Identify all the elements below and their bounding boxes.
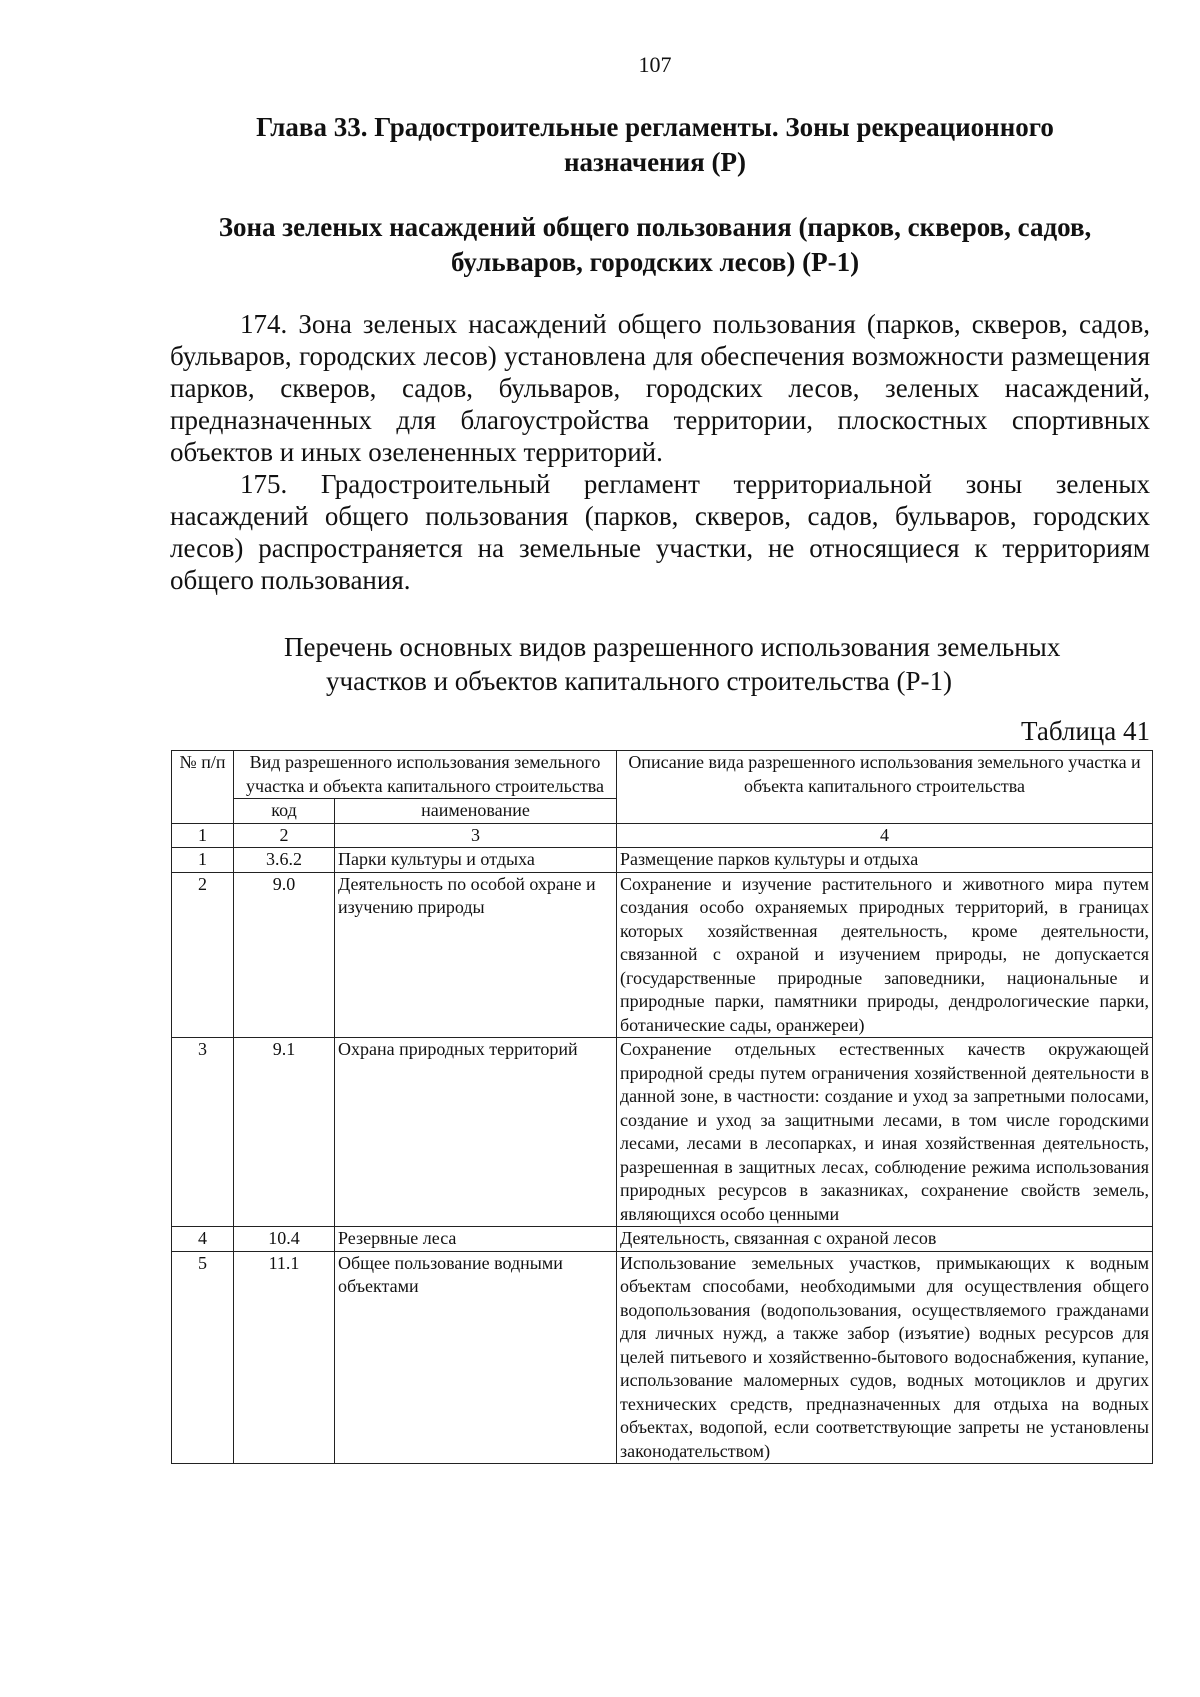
header-name: наименование [335, 799, 617, 824]
table-label: Таблица 41 [1021, 716, 1150, 746]
row-name: Резервные леса [335, 1227, 617, 1252]
row-description: Использование земельных участков, примыкающих к водным объектам способами, необходимыми для осуществления общего водопользования (водопользования, осуществляемого гражданами для личных нужд, а также забор (изъятие) водных ресурсов для целей питьевого и хозяйственно-бытового водоснабжения, купание, использование маломерных судов, водных мотоциклов и других технических средств, предназначенных для отдыха на водных объектах, водопой, если соответствующие запреты не установлены законодательством) [617, 1251, 1153, 1464]
column-numbers-row [172, 823, 1153, 848]
row-num: 3 [172, 1038, 234, 1227]
table-row [172, 1251, 1153, 1464]
row-code: 3.6.2 [234, 848, 335, 873]
row-name: Парки культуры и отдыха [335, 848, 617, 873]
table-row [172, 1038, 1153, 1227]
row-num: 2 [172, 872, 234, 1038]
row-code: 11.1 [234, 1251, 335, 1464]
row-description: Сохранение и изучение растительного и животного мира путем создания особо охраняемых природных территорий, в границах которых хозяйственная деятельность, кроме деятельности, связанной с охраной и изучением природы, не допускается (государственные природные заповедники, национальные и природные парки, памятники природы, дендрологические парки, ботанические сады, оранжереи) [617, 872, 1153, 1038]
list-title-line1: Перечень основных видов разрешенного использования земельных [284, 632, 1061, 662]
row-num: 1 [172, 848, 234, 873]
table-row [172, 1227, 1153, 1252]
row-code: 9.0 [234, 872, 335, 1038]
header-num: № п/п [172, 751, 234, 824]
row-name: Общее пользование водными объектами [335, 1251, 617, 1464]
row-num: 4 [172, 1227, 234, 1252]
row-num: 5 [172, 1251, 234, 1464]
chapter-heading-line1: Глава 33. Градостроительные регламенты. Зоны рекреационного [256, 112, 1054, 142]
column-number: 1 [172, 823, 234, 848]
row-code: 9.1 [234, 1038, 335, 1227]
paragraph-175: 175. Градостроительный регламент территориальной зоны зеленых насаждений общего пользования (парков, скверов, садов, бульваров, городских лесов) распространяется на земельные участки, не относящиеся к территориям общего пользования. [170, 469, 1150, 595]
row-description: Размещение парков культуры и отдыха [617, 848, 1153, 873]
column-number: 3 [335, 823, 617, 848]
list-title [170, 630, 1150, 698]
zone-heading [170, 210, 1140, 280]
header-description: Описание вида разрешенного использования земельного участка и объекта капитального строительства [617, 751, 1153, 824]
header-use-type: Вид разрешенного использования земельного участка и объекта капитального строительства [234, 751, 617, 799]
chapter-heading [170, 110, 1140, 180]
column-number: 4 [617, 823, 1153, 848]
list-title-line2: участков и объектов капитального строительства (Р-1) [326, 666, 953, 696]
row-description: Деятельность, связанная с охраной лесов [617, 1227, 1153, 1252]
page-number: 107 [638, 52, 672, 77]
table-row [172, 872, 1153, 1038]
table-header-row [172, 751, 1153, 799]
zone-heading-line1: Зона зеленых насаждений общего пользования (парков, скверов, садов, [218, 212, 1092, 242]
zone-heading-line2: бульваров, городских лесов) (Р-1) [450, 247, 860, 277]
column-number: 2 [234, 823, 335, 848]
row-name: Деятельность по особой охране и изучению природы [335, 872, 617, 1038]
chapter-heading-line2: назначения (Р) [563, 147, 747, 177]
header-code: код [234, 799, 335, 824]
paragraph-174: 174. Зона зеленых насаждений общего пользования (парков, скверов, садов, бульваров, городских лесов) установлена для обеспечения возможности размещения парков, скверов, садов, бульваров, городских лесов, зеленых насаждений, предназначенных для благоустройства территории, плоскостных спортивных объектов и иных озелененных территорий. [170, 309, 1150, 467]
table-row [172, 848, 1153, 873]
regulations-table [171, 750, 1153, 1464]
row-code: 10.4 [234, 1227, 335, 1252]
row-description: Сохранение отдельных естественных качеств окружающей природной среды путем ограничения хозяйственной деятельности в данной зоне, в частности: создание и уход за запретными полосами, создание и уход за защитными лесами, в том числе городскими лесами, лесами в лесопарках, и иная хозяйственная деятельность, разрешенная в защитных лесах, соблюдение режима использования природных ресурсов в заказниках, сохранение свойств земель, являющихся особо ценными [617, 1038, 1153, 1227]
row-name: Охрана природных территорий [335, 1038, 617, 1227]
